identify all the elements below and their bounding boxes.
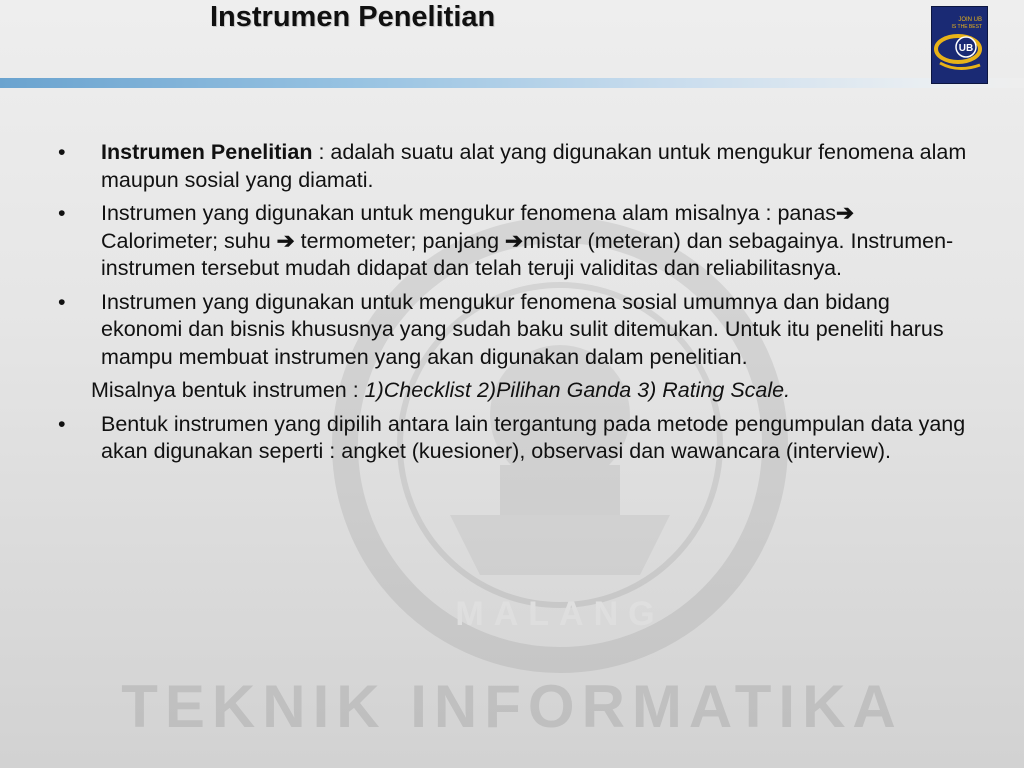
example-instruments: 1)Checklist 2)Pilihan Ganda 3) Rating Scale. <box>364 378 791 402</box>
bullet-item-3 <box>58 289 968 372</box>
bullet-marker: • <box>58 289 66 314</box>
ub-logo <box>931 6 988 84</box>
logo-tagline-2: IS THE BEST <box>951 24 982 30</box>
item2-text-2: Calorimeter; suhu <box>101 228 277 253</box>
arrow-right-icon: ➔ <box>276 228 295 253</box>
ub-logo-icon <box>932 7 987 83</box>
arrow-right-icon: ➔ <box>505 228 524 253</box>
logo-tagline-1: JOIN UB <box>958 17 982 23</box>
bullet-marker: • <box>58 140 66 164</box>
seal-text: MALANG <box>455 595 665 633</box>
item4-text: Bentuk instrumen yang dipilih antara lain tergantung pada metode pengumpulan data yang akan digunakan seperti : angket (kuesioner), observasi dan wawancara (interview). <box>101 411 966 463</box>
arrow-right-icon: ➔ <box>836 201 855 225</box>
logo-letters: UB <box>958 43 974 54</box>
bullet-item-1 <box>58 139 968 194</box>
bullet-item-2 <box>58 200 968 283</box>
title-underline <box>0 78 1024 88</box>
item2-text-1: Instrumen yang digunakan untuk mengukur fenomena alam misalnya : panas <box>101 201 837 225</box>
bullet-item-4 <box>58 411 968 466</box>
item3-text: Instrumen yang digunakan untuk mengukur fenomena sosial umumnya dan bidang ekonomi dan bisnis khususnya yang sudah baku sulit ditemukan. Untuk itu peneliti harus mampu membuat instrumen yang akan digunakan dalam penelitian. <box>101 289 944 369</box>
slide-title: Instrumen Penelitian <box>210 1 496 33</box>
item2-text-3: termometer; panjang <box>294 228 506 253</box>
term-instrumen-penelitian: Instrumen Penelitian <box>101 140 313 164</box>
example-lead: Misalnya bentuk instrumen : <box>91 378 365 402</box>
bullet-marker: • <box>58 201 66 225</box>
footer-watermark: TEKNIK INFORMATIKA <box>121 673 903 740</box>
bullet-marker: • <box>58 411 66 436</box>
item2-text-4: mistar (meteran) dan sebagainya. Instrumen-instrumen tersebut mudah didapat dan telah teruji validitas dan reliabilitasnya. <box>101 228 954 280</box>
slide-body <box>58 139 968 472</box>
example-line <box>58 377 968 405</box>
definition-text: : adalah suatu alat yang digunakan untuk mengukur fenomena alam maupun sosial yang diamati. <box>101 140 967 192</box>
